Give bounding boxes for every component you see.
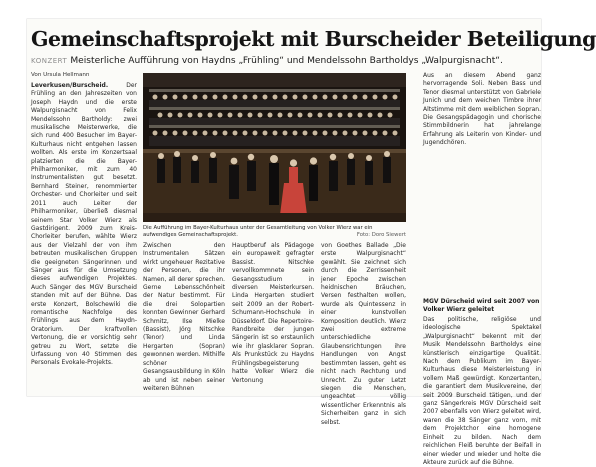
dateline: Leverkusen/Burscheid.: [31, 82, 109, 89]
concert-photo-image: [143, 73, 406, 222]
subheadline: Meisterliche Aufführung von Haydns „Frühling“ und Mendelssohn Bartholdys „Walpurgisnacht“.: [70, 56, 503, 66]
column-5: Aus an diesem Abend ganz hervorragende Soli. Neben Bass und Tenor diesmal unterstützt von Gabriele Junich und dem weichen Timbre ihrer Altstimme mit dem weiblichen Sopran. Die Gesangspädagogin und chorische Stimmbildnerin hat jahrelange Erfahrung als Leiterin von Kinder- und Jugendchören.: [423, 72, 541, 147]
headline: Gemeinschaftsprojekt mit Burscheider Beteiligung: [31, 27, 596, 51]
photo-credit: Foto: Doro Siewert: [356, 232, 406, 238]
section-heading: MGV Dürscheid wird seit 2007 von Volker Wierz geleitet: [423, 298, 540, 313]
column-2: Zwischen den Instrumentalen Sätzen wirkt ungeheuer Rezitative der Personen, die ihr Namen, all derer sprechen. Gerne Lebensschönheit der Natur bestimmt. Für die drei Solopartien konnten Gewinner Gerhard Schmitz, Ilse Mielke (Bassist), Jörg Nitschke (Tenor) und Linda Hergarten (Sopran) gewonnen werden. Mithilfe schöner Gesangsausbildung in Köln ab und ist neben seiner weiteren Bühnen: [143, 242, 225, 392]
caption-text: Die Aufführung im Bayer-Kulturhaus unter der Gesamtleitung von Volker Wierz war ein aufwendiges Gemeinschaftsprojekt.: [143, 225, 373, 238]
photo-caption: [143, 225, 406, 239]
column-4: von Goethes Ballade „Die erste Walpurgisnacht“ gewählt. Sie zeichnet sich durch die Zerrissenheit jener Epoche zwischen heidnischen Bräuchen, Versen festhalten wollen, wurde als Quintessenz in einer kunstvollen Komposition deutlich. Wierz zwei extreme unterschiedliche Glaubensrichtungen ihre Handlungen von Angst bestimmten lassen, geht es nicht nach Rechtung und Unrecht. Zu guter Letzt siegen die Menschen, ungeachtet völlig wissentlicher Erkenntnis als Sicherheiten ganz in sich selbst.: [321, 242, 406, 426]
column-1: [31, 82, 137, 390]
byline: Von Ursula Hellmann: [31, 72, 90, 78]
column-1-text: Der Frühling an den Jahreszeiten von Joseph Haydn und die erste Walpurgisnacht von Felix Mendelssohn Bartholdy: zwei musikalische Meisterwerke, die sich rund 400 Besucher im Bayer-Kulturhaus nicht entgehen lassen wollten. Als erste im Konzertsaal platzierten die die Bayer-Philharmoniker, mit zum 40 Instrumentalisten gut besetzt. Bernhard Steiner, renommierter Orchester- und Chorleiter und seit 2011 auch Leiter der Philharmoniker, überließ diesmal seinem Star Volker Wierz als Gastdirigent. 2009 zum Kreis-Chorleiter berufen, wählte Wierz aus der Vielzahl der von ihm betreuten musikalischen Gruppen die geeigneten Sängerinnen und Sänger aus für die Umsetzung dieses aufwendigen Projektes. Auch Sänger des MGV Burscheid standen mit auf der Bühne. Das erste Konzert, Bolschewiki die romantische Nachfolge des Frühlings aus dem Haydn-Oratorium. Der kraftvollen Vertonung, die er vorsichtig sehr getreu zu Wort, setzte die Urfassung von 40 Stimmen des Personals Evokale-Projekts.: [31, 82, 137, 367]
kicker: KONZERT: [31, 57, 68, 65]
subheadline-row: [31, 56, 539, 66]
concert-photo: [143, 73, 406, 222]
section-text: Das politische, religiöse und ideologische Spektakel „Walpurgisnacht“ bekennt mit der Musik Mendelssohn Bartholdys eine künstlerisch einzigartige Qualität. Nach dem Publikum im Bayer-Kulturhaus diese Meisterleistung in vollem Maß gewürdigt. Konzertanten, die garantiert dem Musikvereine, der seit 2009 Burscheid tätigen, und der ganz Sängerkreis MGV Dürscheid seit 2007 ebenfalls von Wierz geleitet wird, waren die 38 Sänger ganz vorn, mit dem Projektchor eine homogene Einheit zu bilden. Nach dem reichlichen Fleiß beruhte der Beifall in einer wieder und wieder und holte die Akteure zurück auf die Bühne.: [423, 316, 541, 466]
column-3: Hauptberuf als Pädagoge ein europaweit gefragter Bassist. Nitschke vervollkommnete sein Gesangsstudium in diversen Meisterkursen. Linda Hergarten studiert seit 2009 an der Robert-Schumann-Hochschule in Düsseldorf. Die Repertoire-Randbreite der jungen Sängerin ist so erstaunlich wie ihr glasklarer Sopran. Als Prunkstück zu Haydns Frühlingsbegeisterung hatte Volker Wierz die Vertonung: [232, 242, 314, 384]
